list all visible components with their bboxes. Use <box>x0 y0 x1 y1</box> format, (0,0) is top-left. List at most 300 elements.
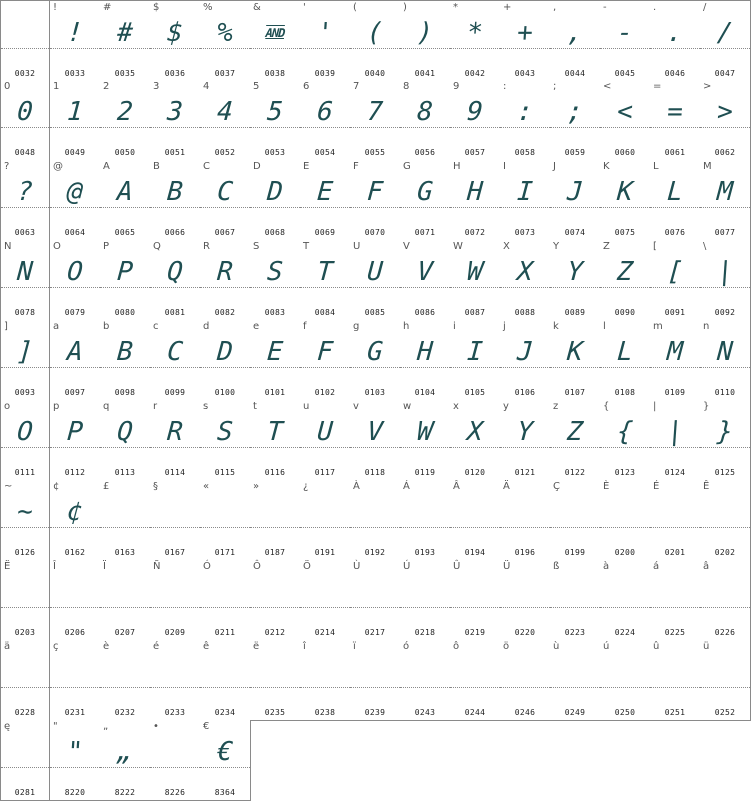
character-code: 0049 <box>64 148 86 157</box>
character-code: 0244 <box>464 708 486 717</box>
character-code: 0037 <box>214 69 236 78</box>
baseline-guide <box>150 607 200 608</box>
character-label: Q <box>153 241 161 252</box>
glyph-sample <box>99 494 152 530</box>
glyph-cell <box>700 0 751 81</box>
character-label: Ö <box>303 561 311 572</box>
baseline-guide <box>150 367 200 368</box>
character-label: p <box>53 401 60 412</box>
glyph-cell <box>350 80 401 161</box>
glyph-sample: 1 <box>66 97 84 127</box>
baseline-guide <box>450 48 500 49</box>
character-code: 0064 <box>64 228 86 237</box>
glyph-cell <box>550 640 601 721</box>
character-code: 0054 <box>314 148 336 157</box>
glyph-cell <box>700 320 751 401</box>
baseline-guide <box>100 207 150 208</box>
glyph-cell <box>600 560 651 641</box>
glyph-cell <box>150 240 201 321</box>
character-code: 0040 <box>364 69 386 78</box>
glyph-sample: | <box>666 417 684 447</box>
glyph-cell <box>400 160 451 241</box>
character-label: d <box>203 321 210 332</box>
glyph-cell <box>350 560 401 641</box>
glyph-sample: L <box>666 177 684 207</box>
glyph-cell <box>450 240 501 321</box>
character-code: 0163 <box>114 548 136 557</box>
baseline-guide <box>350 527 400 528</box>
glyph-sample: 6 <box>316 97 334 127</box>
character-label: ê <box>203 641 210 652</box>
baseline-guide <box>150 207 200 208</box>
baseline-guide <box>700 287 750 288</box>
glyph-sample <box>299 654 352 690</box>
glyph-sample: * <box>466 18 484 48</box>
glyph-cell <box>500 80 551 161</box>
glyph-cell <box>0 80 50 161</box>
character-code: 0111 <box>14 468 36 477</box>
glyph-sample: AND <box>265 26 285 40</box>
baseline-guide <box>500 607 550 608</box>
baseline-guide <box>50 527 100 528</box>
character-label: I <box>503 161 506 172</box>
character-code: 0112 <box>64 468 86 477</box>
glyph-cell <box>400 320 451 401</box>
glyph-sample: " <box>66 737 84 767</box>
baseline-guide <box>200 287 250 288</box>
character-label: F <box>353 161 359 172</box>
character-code: 0252 <box>714 708 736 717</box>
character-code: 0051 <box>164 148 186 157</box>
character-label: z <box>553 401 559 412</box>
glyph-cell <box>100 400 151 481</box>
character-label: ! <box>53 2 58 13</box>
character-code: 0046 <box>664 69 686 78</box>
character-label: e <box>253 321 260 332</box>
character-label: Ï <box>103 561 106 572</box>
character-code: 0121 <box>514 468 536 477</box>
character-code: 0167 <box>164 548 186 557</box>
baseline-guide <box>100 447 150 448</box>
glyph-cell <box>600 80 651 161</box>
glyph-cell <box>50 240 101 321</box>
character-label: [ <box>653 241 657 252</box>
glyph-cell <box>100 240 151 321</box>
glyph-sample: D <box>216 337 234 367</box>
character-code: 0048 <box>14 148 36 157</box>
glyph-sample <box>399 574 452 610</box>
glyph-sample: ! <box>66 18 84 48</box>
character-label: ( <box>353 2 357 13</box>
baseline-guide <box>700 607 750 608</box>
glyph-cell <box>650 160 701 241</box>
character-label: ë <box>253 641 260 652</box>
character-label: " <box>53 721 58 732</box>
glyph-sample: ¢ <box>66 497 84 527</box>
glyph-cell <box>350 320 401 401</box>
character-label: f <box>303 321 307 332</box>
glyph-cell <box>200 480 251 561</box>
glyph-cell <box>100 720 151 801</box>
glyph-sample: Y <box>516 417 534 447</box>
glyph-cell <box>0 640 50 721</box>
baseline-guide <box>350 367 400 368</box>
character-label: N <box>4 241 12 252</box>
glyph-cell <box>600 240 651 321</box>
character-label: ' <box>303 2 306 13</box>
character-code: 0033 <box>64 69 86 78</box>
glyph-sample: 8 <box>416 97 434 127</box>
glyph-cell <box>50 480 101 561</box>
glyph-cell <box>400 240 451 321</box>
character-code: 0080 <box>114 308 136 317</box>
character-code: 0115 <box>214 468 236 477</box>
glyph-sample: F <box>366 177 384 207</box>
glyph-cell <box>650 560 701 641</box>
character-label: è <box>103 641 110 652</box>
glyph-sample: X <box>466 417 484 447</box>
character-label: W <box>453 241 463 252</box>
baseline-guide <box>150 767 200 768</box>
character-label: B <box>153 161 160 172</box>
glyph-cell <box>300 480 351 561</box>
glyph-cell <box>450 480 501 561</box>
character-code: 0043 <box>514 69 536 78</box>
glyph-cell <box>200 640 251 721</box>
character-code: 0243 <box>414 708 436 717</box>
character-label: á <box>653 561 660 572</box>
glyph-sample <box>549 654 602 690</box>
glyph-cell <box>650 640 701 721</box>
baseline-guide <box>400 687 450 688</box>
glyph-cell <box>700 480 751 561</box>
glyph-cell <box>200 320 251 401</box>
baseline-guide <box>200 207 250 208</box>
glyph-sample <box>599 574 652 610</box>
glyph-cell <box>450 0 501 81</box>
baseline-guide <box>1 687 49 688</box>
baseline-guide <box>500 447 550 448</box>
character-code: 0070 <box>364 228 386 237</box>
character-code: 0035 <box>114 69 136 78</box>
glyph-sample <box>549 574 602 610</box>
character-code: 0078 <box>14 308 36 317</box>
character-code: 0056 <box>414 148 436 157</box>
character-label: ù <box>553 641 560 652</box>
character-label: É <box>653 481 660 492</box>
baseline-guide <box>200 607 250 608</box>
baseline-guide <box>700 207 750 208</box>
baseline-guide <box>50 687 100 688</box>
glyph-cell <box>500 0 551 81</box>
baseline-guide <box>300 447 350 448</box>
character-code: 0032 <box>14 69 36 78</box>
glyph-sample: H <box>466 177 484 207</box>
glyph-cell <box>450 80 501 161</box>
character-label: < <box>603 81 612 92</box>
glyph-cell <box>450 560 501 641</box>
character-code: 0074 <box>564 228 586 237</box>
baseline-guide <box>450 367 500 368</box>
glyph-sample <box>249 574 302 610</box>
glyph-sample <box>149 574 202 610</box>
glyph-sample <box>399 654 452 690</box>
glyph-cell <box>700 240 751 321</box>
character-code: 0123 <box>614 468 636 477</box>
glyph-cell <box>550 480 601 561</box>
character-code: 0091 <box>664 308 686 317</box>
glyph-cell <box>600 640 651 721</box>
glyph-cell <box>350 480 401 561</box>
baseline-guide <box>550 207 600 208</box>
glyph-cell <box>0 0 50 81</box>
glyph-cell <box>700 640 751 721</box>
character-code: 0087 <box>464 308 486 317</box>
glyph-cell <box>250 160 301 241</box>
baseline-guide <box>200 527 250 528</box>
character-code: 0062 <box>714 148 736 157</box>
character-label: | <box>653 401 657 412</box>
character-label: } <box>703 401 710 412</box>
glyph-sample: E <box>266 337 284 367</box>
character-label: Î <box>53 561 56 572</box>
glyph-sample: P <box>66 417 84 447</box>
glyph-sample: H <box>416 337 434 367</box>
glyph-sample: . <box>666 18 684 48</box>
baseline-guide <box>400 207 450 208</box>
baseline-guide <box>500 527 550 528</box>
glyph-cell <box>250 640 301 721</box>
baseline-guide <box>250 207 300 208</box>
baseline-guide <box>650 447 700 448</box>
character-code: 0108 <box>614 388 636 397</box>
baseline-guide <box>700 127 750 128</box>
baseline-guide <box>350 287 400 288</box>
character-label: » <box>253 481 260 492</box>
glyph-sample: D <box>266 177 284 207</box>
glyph-sample <box>99 654 152 690</box>
glyph-cell <box>450 320 501 401</box>
character-code: 0085 <box>364 308 386 317</box>
glyph-sample <box>499 574 552 610</box>
baseline-guide <box>400 48 450 49</box>
glyph-cell <box>50 720 101 801</box>
character-label: ) <box>403 2 407 13</box>
glyph-sample: T <box>266 417 284 447</box>
character-code: 0092 <box>714 308 736 317</box>
character-code: 8220 <box>64 788 86 797</box>
baseline-guide <box>100 287 150 288</box>
character-code: 0050 <box>114 148 136 157</box>
baseline-guide <box>250 48 300 49</box>
glyph-cell <box>100 320 151 401</box>
glyph-cell <box>150 400 201 481</box>
glyph-sample <box>649 574 702 610</box>
character-code: 0105 <box>464 388 486 397</box>
character-label: a <box>53 321 60 332</box>
character-label: 8 <box>403 81 410 92</box>
character-code: 0187 <box>264 548 286 557</box>
glyph-sample: O <box>66 257 84 287</box>
glyph-cell <box>50 80 101 161</box>
glyph-sample <box>99 574 152 610</box>
glyph-cell <box>200 80 251 161</box>
glyph-cell <box>500 240 551 321</box>
baseline-guide <box>600 367 650 368</box>
glyph-cell <box>300 640 351 721</box>
character-label: i <box>453 321 456 332</box>
baseline-guide <box>650 367 700 368</box>
baseline-guide <box>550 687 600 688</box>
character-code: 0124 <box>664 468 686 477</box>
character-label: î <box>303 641 306 652</box>
glyph-cell <box>150 720 201 801</box>
character-code: 0063 <box>14 228 36 237</box>
character-code: 0225 <box>664 628 686 637</box>
glyph-sample: > <box>716 97 734 127</box>
glyph-sample: A <box>66 337 84 367</box>
glyph-sample: : <box>516 97 534 127</box>
glyph-sample <box>0 654 50 690</box>
character-code: 0116 <box>264 468 286 477</box>
character-code: 0097 <box>64 388 86 397</box>
baseline-guide <box>350 207 400 208</box>
glyph-cell <box>550 80 601 161</box>
glyph-sample <box>699 494 751 530</box>
glyph-sample: # <box>116 18 134 48</box>
character-code: 0053 <box>264 148 286 157</box>
character-label: 4 <box>203 81 210 92</box>
character-label: n <box>703 321 710 332</box>
character-code: 0192 <box>364 548 386 557</box>
character-label: ß <box>553 561 560 572</box>
character-code: 0071 <box>414 228 436 237</box>
character-label: È <box>603 481 610 492</box>
glyph-cell <box>250 0 301 81</box>
glyph-cell <box>150 480 201 561</box>
glyph-sample: Z <box>616 257 634 287</box>
baseline-guide <box>50 607 100 608</box>
character-label: K <box>603 161 610 172</box>
glyph-sample <box>649 654 702 690</box>
glyph-cell <box>150 640 201 721</box>
glyph-sample: B <box>116 337 134 367</box>
character-label: ú <box>603 641 610 652</box>
character-label: s <box>203 401 209 412</box>
baseline-guide <box>700 687 750 688</box>
character-code: 0231 <box>64 708 86 717</box>
glyph-sample: 4 <box>216 97 234 127</box>
character-label: = <box>653 81 662 92</box>
character-label: k <box>553 321 559 332</box>
baseline-guide <box>300 287 350 288</box>
baseline-guide <box>200 127 250 128</box>
glyph-cell <box>50 320 101 401</box>
glyph-cell <box>550 320 601 401</box>
character-code: 0110 <box>714 388 736 397</box>
glyph-cell <box>300 240 351 321</box>
glyph-cell <box>550 160 601 241</box>
character-label: J <box>553 161 556 172</box>
glyph-sample: @ <box>66 177 84 207</box>
character-label: é <box>153 641 160 652</box>
glyph-sample: ? <box>16 177 34 207</box>
glyph-cell <box>250 240 301 321</box>
character-label: G <box>403 161 411 172</box>
glyph-sample <box>399 494 452 530</box>
glyph-cell <box>250 80 301 161</box>
character-code: 0206 <box>64 628 86 637</box>
character-code: 0238 <box>314 708 336 717</box>
baseline-guide <box>500 367 550 368</box>
character-label: @ <box>53 161 63 172</box>
character-label: x <box>453 401 459 412</box>
baseline-guide <box>650 127 700 128</box>
character-code: 8226 <box>164 788 186 797</box>
baseline-guide <box>250 287 300 288</box>
character-code: 0249 <box>564 708 586 717</box>
character-code: 0090 <box>614 308 636 317</box>
character-label: U <box>353 241 361 252</box>
glyph-sample <box>0 734 50 770</box>
character-label: * <box>453 2 458 13</box>
baseline-guide <box>400 607 450 608</box>
character-code: 0098 <box>114 388 136 397</box>
glyph-sample: K <box>616 177 634 207</box>
character-code: 0113 <box>114 468 136 477</box>
character-code: 0052 <box>214 148 236 157</box>
glyph-sample: J <box>566 177 584 207</box>
glyph-cell <box>50 160 101 241</box>
glyph-cell <box>700 400 751 481</box>
character-label: ó <box>403 641 410 652</box>
baseline-guide <box>400 527 450 528</box>
glyph-cell <box>50 0 101 81</box>
glyph-sample: Q <box>116 417 134 447</box>
baseline-guide <box>250 127 300 128</box>
character-code: 0076 <box>664 228 686 237</box>
character-code: 0067 <box>214 228 236 237</box>
character-code: 0036 <box>164 69 186 78</box>
character-code: 0234 <box>214 708 236 717</box>
glyph-sample: O <box>16 417 34 447</box>
character-code: 0109 <box>664 388 686 397</box>
glyph-sample: / <box>716 18 734 48</box>
glyph-cell <box>550 400 601 481</box>
glyph-cell <box>450 160 501 241</box>
glyph-cell <box>150 320 201 401</box>
glyph-cell <box>600 320 651 401</box>
glyph-cell <box>200 0 251 81</box>
character-code: 0077 <box>714 228 736 237</box>
character-label: Z <box>603 241 610 252</box>
character-label: ? <box>4 161 10 172</box>
glyph-cell <box>500 160 551 241</box>
glyph-cell <box>0 240 50 321</box>
character-label: : <box>503 81 507 92</box>
character-code: 0118 <box>364 468 386 477</box>
character-code: 8222 <box>114 788 136 797</box>
glyph-cell <box>650 400 701 481</box>
character-label: q <box>103 401 110 412</box>
character-label: Ë <box>4 561 11 572</box>
baseline-guide <box>150 287 200 288</box>
baseline-guide <box>550 287 600 288</box>
glyph-sample: I <box>466 337 484 367</box>
character-label: À <box>353 481 360 492</box>
baseline-guide <box>300 687 350 688</box>
character-code: 0194 <box>464 548 486 557</box>
